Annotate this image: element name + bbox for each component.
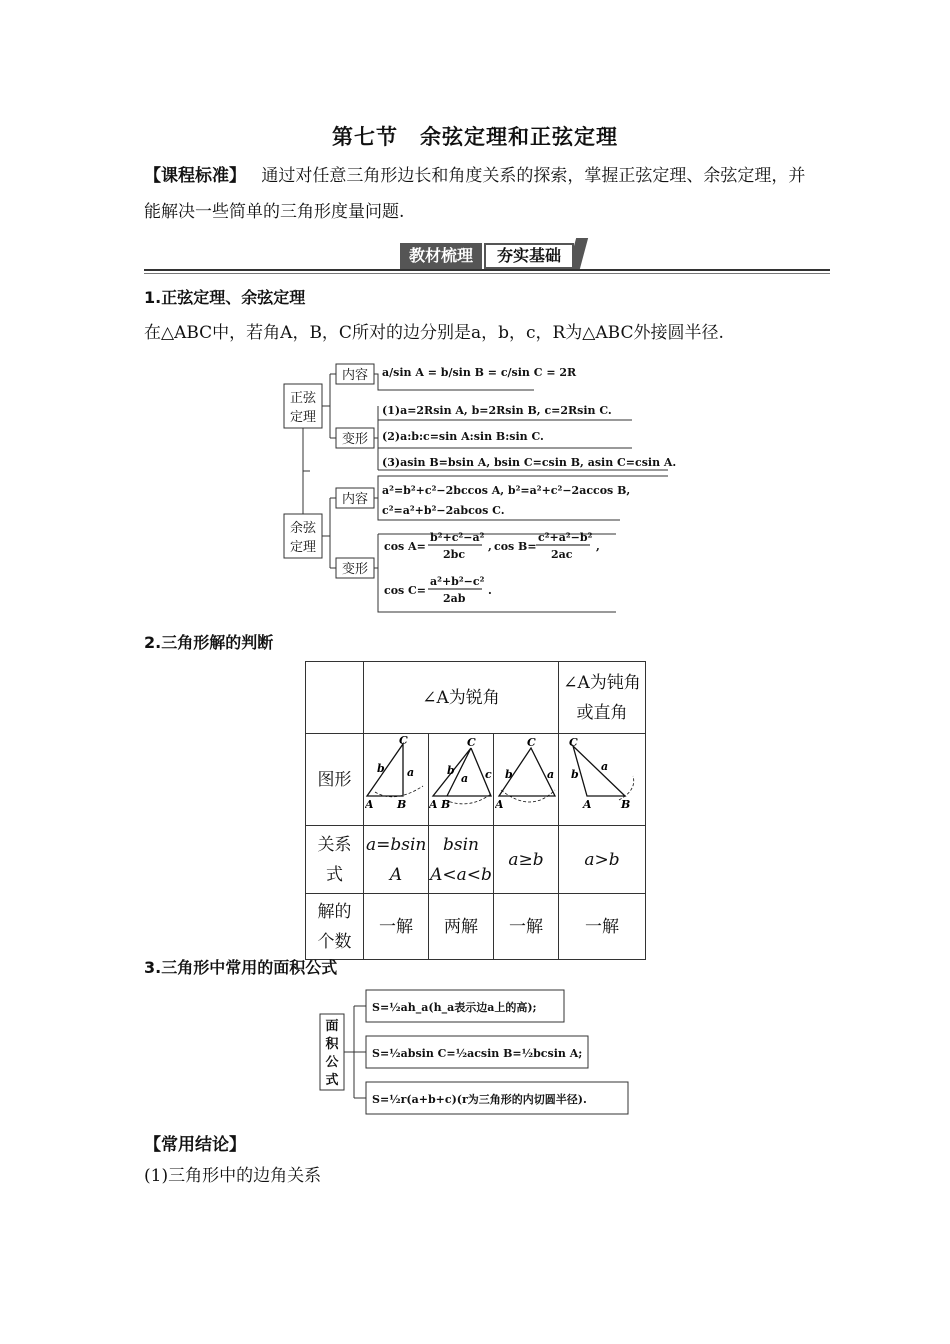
section1-heading: 1.正弦定理、余弦定理: [144, 288, 306, 307]
banner-rule: [144, 269, 830, 271]
sine-node-name-2: 定理: [289, 410, 317, 425]
course-standard-label: 【课程标准】: [144, 166, 246, 186]
area-formula-1: S=½ah_a(h_a表示边a上的高);: [372, 1001, 537, 1014]
banner-rule-thin: [144, 273, 830, 274]
header-acute: ∠A为锐角: [364, 662, 559, 734]
svg-text:.: .: [488, 584, 492, 597]
svg-text:A: A: [583, 798, 592, 811]
figure-4: [559, 734, 646, 826]
figure-1: [364, 734, 429, 826]
cosine-variant-label: 变形: [341, 562, 369, 577]
relation-2: bsin A<a<b: [429, 826, 494, 894]
banner-right: 夯实基础: [484, 243, 574, 269]
svg-text:A: A: [365, 798, 374, 811]
cosB-lhs: cos B=: [494, 540, 537, 553]
count-3: 一解: [494, 894, 559, 960]
cosine-content-1: a²=b²+c²−2bccos A, b²=a²+c²−2accos B,: [382, 484, 631, 497]
section2-heading: 2.三角形解的判断: [144, 633, 274, 652]
cosA-den: 2bc: [443, 548, 466, 561]
cosC-lhs: cos C=: [384, 584, 427, 597]
theorem-tree-diagram: [280, 354, 680, 618]
table-corner: [306, 662, 364, 734]
svg-text:A: A: [495, 798, 504, 811]
svg-text:c: c: [485, 768, 492, 781]
page-title: 第七节 余弦定理和正弦定理: [332, 124, 618, 149]
svg-text:,: ,: [596, 540, 600, 553]
svg-text:C: C: [569, 736, 578, 749]
area-formula-diagram: [318, 984, 638, 1120]
area-formula-3: S=½r(a+b+c)(r为三角形的内切圆半径).: [372, 1093, 587, 1106]
row-count-label: 解的个数: [306, 894, 364, 960]
area-node-name-4: 式: [325, 1073, 339, 1088]
svg-text:C: C: [399, 734, 408, 747]
figure-3: [494, 734, 559, 826]
course-standard-text: 通过对任意三角形边长和角度关系的探索，掌握正弦定理、余弦定理，并能解决一些简单的三角形度量问题.: [144, 166, 806, 222]
svg-text:B: B: [397, 798, 407, 811]
svg-text:B: B: [621, 798, 631, 811]
sine-variant-1: (1)a=2Rsin A, b=2Rsin B, c=2Rsin C.: [382, 404, 612, 417]
sine-variant-3: (3)asin B=bsin A, bsin C=csin B, asin C=csin A.: [382, 456, 677, 469]
svg-text:a: a: [407, 766, 415, 779]
area-node-name-3: 公: [325, 1055, 339, 1070]
count-4: 一解: [559, 894, 646, 960]
figure-2: [429, 734, 494, 826]
course-standard: [144, 158, 814, 230]
svg-text:,: ,: [488, 540, 492, 553]
sine-content-label: 内容: [341, 368, 369, 383]
solution-count-table: [305, 661, 646, 960]
svg-text:C: C: [467, 736, 476, 749]
cosA-lhs: cos A=: [384, 540, 426, 553]
svg-text:a: a: [601, 760, 609, 773]
section3-heading: 3.三角形中常用的面积公式: [144, 958, 338, 977]
cosB-num: c²+a²−b²: [538, 531, 593, 544]
svg-text:a: a: [461, 772, 469, 785]
svg-text:b: b: [571, 768, 579, 781]
relation-1: a=bsin A: [364, 826, 429, 894]
cosine-node-name-1: 余弦: [289, 521, 317, 536]
cosB-den: 2ac: [551, 548, 573, 561]
cosC-den: 2ab: [443, 592, 466, 605]
area-formula-2: S=½absin C=½acsin B=½bcsin A;: [372, 1047, 583, 1060]
cosA-num: b²+c²−a²: [430, 531, 485, 544]
cosC-num: a²+b²−c²: [430, 575, 485, 588]
svg-text:b: b: [377, 762, 385, 775]
area-node-name-2: 积: [325, 1037, 339, 1052]
row-figure-label: 图形: [306, 734, 364, 826]
conclusion-item-1: (1)三角形中的边角关系: [144, 1166, 322, 1186]
header-obtuse: ∠A为钝角或直角: [559, 662, 646, 734]
cosine-content-label: 内容: [341, 492, 369, 507]
svg-text:a: a: [547, 768, 555, 781]
cosine-node-name-2: 定理: [289, 540, 317, 555]
svg-text:B: B: [441, 798, 451, 811]
section-banner: [144, 240, 830, 274]
svg-text:A: A: [429, 798, 438, 811]
area-node-name-1: 面: [325, 1019, 339, 1034]
sine-variant-2: (2)a:b:c=sin A:sin B:sin C.: [382, 430, 544, 443]
cosine-content-2: c²=a²+b²−2abcos C.: [382, 504, 505, 517]
svg-text:C: C: [527, 736, 536, 749]
sine-variant-label: 变形: [341, 432, 369, 447]
sine-content: a/sin A = b/sin B = c/sin C = 2R: [382, 366, 577, 379]
relation-3: a≥b: [494, 826, 559, 894]
section1-intro: 在△ABC中，若角A，B，C所对的边分别是a，b，c，R为△ABC外接圆半径.: [144, 323, 724, 343]
banner-left: 教材梳理: [400, 243, 482, 269]
svg-text:b: b: [447, 764, 455, 777]
conclusion-heading: 【常用结论】: [144, 1135, 246, 1155]
sine-node-name-1: 正弦: [289, 391, 317, 406]
count-1: 一解: [364, 894, 429, 960]
row-relation-label: 关系式: [306, 826, 364, 894]
count-2: 两解: [429, 894, 494, 960]
svg-text:b: b: [505, 768, 513, 781]
relation-4: a>b: [559, 826, 646, 894]
